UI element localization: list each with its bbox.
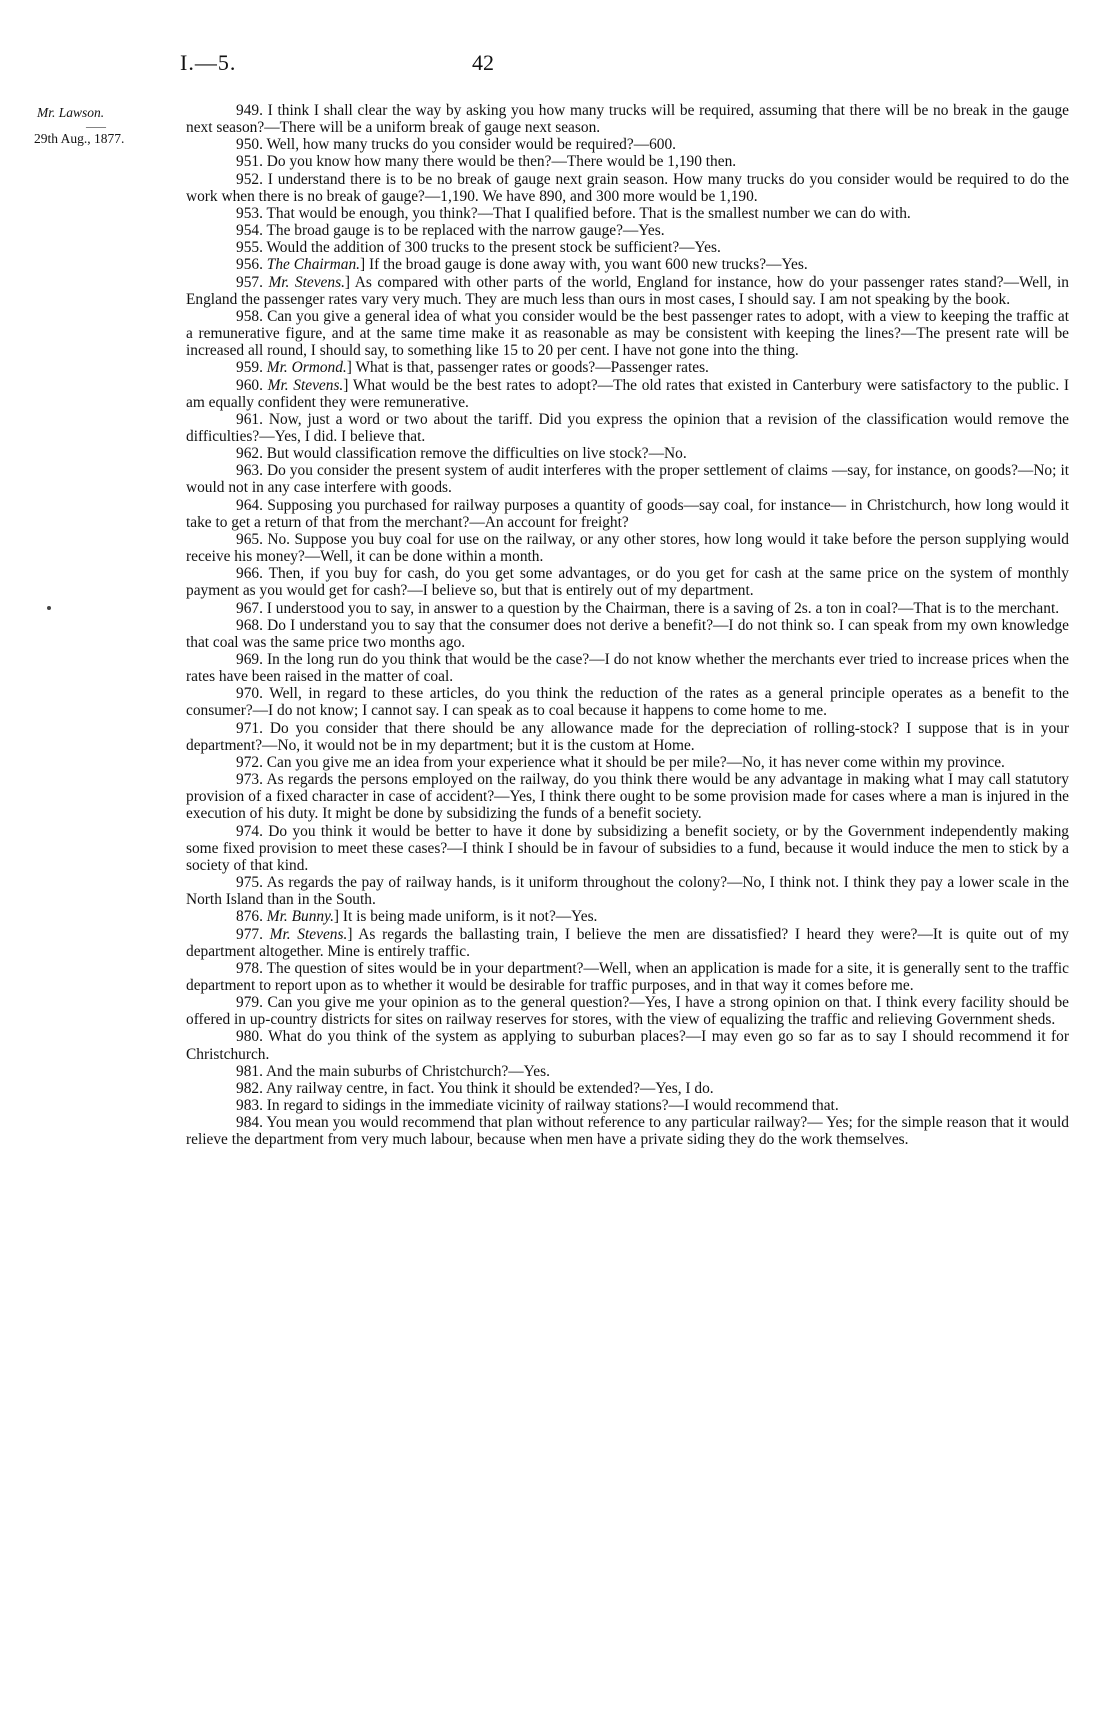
question-answer-text: The broad gauge is to be replaced with the narrow gauge?—Yes.	[266, 222, 665, 240]
question-number: 971.	[236, 719, 263, 737]
question-answer-text: As regards the persons employed on the railway, do you think there would be any advantage in making what I may call statutory provision of a fixed character in case of accident?—Yes, I think there ought to be some provision made for cases where a man is injured in the execution of his duty. It might be done by subsidizing the funds of a benefit society.	[186, 771, 1070, 823]
question-number: 959.	[236, 359, 263, 377]
question-answer-text: Would the addition of 300 trucks to the present stock be sufficient?—Yes.	[266, 239, 721, 257]
question-answer-paragraph	[186, 565, 1069, 599]
question-answer-paragraph	[186, 497, 1069, 531]
question-answer-text: Then, if you buy for cash, do you get some advantages, or do you get for cash at the same price on the system of monthly payment as you would get for cash?—I believe so, but that is entirely out of my department.	[186, 565, 1069, 600]
question-number: 978.	[236, 959, 263, 977]
question-answer-paragraph	[186, 1080, 1069, 1097]
question-answer-paragraph	[186, 462, 1069, 496]
question-answer-text: In the long run do you think that would be the case?—I do not know whether the merchants ever tried to increase prices when the rates have been raised in the matter of coal.	[186, 651, 1069, 686]
speaker-name: Mr. Stevens.	[267, 376, 344, 394]
question-answer-text: What is that, passenger rates or goods?—Passenger rates.	[355, 359, 709, 377]
question-answer-text: I understood you to say, in answer to a question by the Chairman, there is a saving of 2s. a ton in coal?—That is to the merchant.	[266, 599, 1060, 617]
question-answer-text: Any railway centre, in fact. You think it should be extended?—Yes, I do.	[265, 1079, 714, 1097]
speaker-name: Mr. Stevens.	[269, 925, 348, 943]
question-number: 967.	[236, 599, 263, 617]
question-answer-text: What do you think of the system as applying to suburban places?—I may even go so far as to say I should recommend it for Christchurch.	[186, 1028, 1069, 1063]
hearing-date: 29th Aug., 1877.	[34, 131, 125, 146]
question-answer-text: The question of sites would be in your department?—Well, when an application is made for a site, it is generally sent to the traffic department to report upon as to whether it would be desirable for traffic purposes, and in that way it comes before me.	[186, 959, 1070, 994]
question-number: 876.	[236, 908, 263, 926]
question-number: 979.	[236, 994, 263, 1012]
question-number: 969.	[236, 651, 263, 668]
question-answer-text: Well, how many trucks do you consider would be required?—600.	[266, 136, 677, 154]
question-answer-paragraph: 956. The Chairman.] If the broad gauge is done away with, you want 600 new trucks?—Yes.	[236, 256, 808, 274]
speaker-name: Mr. Bunny.	[266, 908, 334, 926]
question-number: 980.	[236, 1028, 263, 1046]
question-answer-text: I think I shall clear the way by asking you how many trucks will be required, assuming that there will be no break in the gauge next season?—There will be a uniform break of gauge next season.	[186, 102, 1069, 137]
question-answer-text: You mean you would recommend that plan without reference to any particular railway?— Yes; for the simple reason that it would relieve the department from very much labour, because when men have a private siding they do the work themselves.	[186, 1114, 1069, 1149]
margin-note	[34, 105, 184, 147]
question-answer-paragraph	[186, 411, 1069, 445]
question-answer-text: In regard to sidings in the immediate vicinity of railway stations?—I would recommend that.	[266, 1097, 839, 1115]
question-answer-paragraph	[186, 754, 1069, 771]
question-answer-paragraph	[186, 239, 1069, 256]
question-number: 975.	[236, 874, 263, 892]
question-answer-text: Do you think it would be better to have it done by subsidizing a benefit society, or by the Government independently making some fixed provision to meet these cases?—I think I should be in favour of subsidies to a fund, because it would induce the men to stick by a society of that kind.	[186, 822, 1069, 874]
question-number: 970.	[236, 685, 263, 703]
question-number: 961.	[236, 410, 263, 428]
question-answer-text: Do I understand you to say that the consumer does not derive a benefit?—I do not think so. I can speak from my own knowledge that coal was the same price two months ago.	[186, 616, 1069, 651]
question-answer-paragraph	[186, 994, 1069, 1028]
question-number: 955.	[236, 239, 263, 257]
question-answer-text: That would be enough, you think?—That I qualified before. That is the smallest number we can do with.	[266, 204, 911, 222]
question-answer-text: I understand there is to be no break of gauge next grain season. How many trucks do you consider would be required to do the work when there is no break of gauge?—1,190. We have 890, and 300 more would be 1,190.	[186, 170, 1069, 205]
question-answer-paragraph	[186, 222, 1069, 239]
question-answer-paragraph	[186, 136, 1069, 153]
question-answer-paragraph	[186, 960, 1069, 994]
question-number: 984.	[236, 1114, 263, 1132]
question-answer-paragraph	[186, 171, 1069, 205]
question-answer-text: It is being made uniform, is it not?—Yes.	[342, 908, 598, 926]
margin-separator: ——	[86, 122, 106, 133]
question-answer-paragraph	[186, 1063, 1069, 1080]
question-number: 951.	[236, 153, 263, 171]
question-answer-text: Do you consider that there should be any allowance made for the depreciation of rolling-stock? I suppose that is in your department?—No, it would not be in my department; but it is the custom at Home.	[186, 719, 1069, 754]
question-answer-paragraph: 977. Mr. Stevens.] As regards the ballasting train, I believe the men are dissatisfied? I heard they were?—It is quite out of my department altogether. Mine is entirely traffic.	[186, 925, 1070, 960]
question-answer-paragraph	[186, 651, 1069, 685]
question-number: 960.	[236, 376, 263, 394]
question-answer-paragraph	[186, 720, 1069, 754]
question-answer-paragraph	[186, 153, 1069, 170]
question-answer-paragraph	[186, 1097, 1069, 1114]
question-answer-text: As regards the pay of railway hands, is it uniform throughout the colony?—No, I think not. I think they pay a lower scale in the North Island than in the South.	[186, 874, 1070, 909]
question-number: 953.	[236, 204, 263, 222]
speaker-name: The Chairman.	[266, 256, 361, 274]
question-answer-text: And the main suburbs of Christchurch?—Yes.	[265, 1062, 550, 1080]
question-answer-text: No. Suppose you buy coal for use on the railway, or any other stores, how long would it take before the person supplying would receive his money?—Well, it can be done within a month.	[186, 530, 1069, 566]
question-answer-paragraph	[186, 1114, 1069, 1148]
question-answer-paragraph	[186, 600, 1069, 617]
question-number: 981.	[236, 1062, 263, 1080]
page-number: 42	[472, 50, 494, 75]
question-answer-paragraph	[186, 823, 1069, 874]
question-answer-paragraph	[186, 1028, 1069, 1062]
speaker-name: Mr. Ormond.	[266, 359, 347, 377]
question-answer-paragraph	[186, 102, 1069, 136]
question-answer-paragraph: 957. Mr. Stevens.] As compared with other parts of the world, England for instance, how do your passenger rates stand?—Well, in England the passenger rates vary very much. They are much less than ours in most cases, I should say. I am not speaking by the book.	[186, 273, 1070, 308]
question-answer-text: As compared with other parts of the world, England for instance, how do your passenger rates stand?—Well, in England the passenger rates vary very much. They are much less than ours in most cases, I should say. I am not speaking by the book.	[186, 273, 1070, 308]
question-answer-paragraph	[186, 685, 1069, 719]
question-number: 972.	[236, 753, 263, 771]
margin-dot	[47, 606, 51, 610]
question-number: 965.	[236, 530, 263, 548]
question-answer-text: Do you consider the present system of audit interferes with the proper settlement of claims —say, for instance, on goods?—No; it would not in any case interfere with goods.	[186, 462, 1069, 497]
question-answer-paragraph	[186, 205, 1069, 222]
question-answer-paragraph: 876. Mr. Bunny.] It is being made uniform, is it not?—Yes.	[236, 908, 598, 926]
speaker-name: Mr. Stevens.	[268, 273, 345, 291]
question-number: 964.	[236, 496, 263, 514]
question-answer-paragraph	[186, 771, 1069, 822]
question-answer-text: As regards the ballasting train, I believe the men are dissatisfied? I heard they were?—It is quite out of my department altogether. Mine is entirely traffic.	[186, 925, 1070, 960]
question-answer-text: But would classification remove the difficulties on live stock?—No.	[266, 445, 687, 463]
question-number: 950.	[236, 136, 263, 154]
question-number: 957.	[236, 273, 263, 291]
question-answer-paragraph	[186, 617, 1069, 651]
question-answer-text: Well, in regard to these articles, do you think the reduction of the rates as a general principle operates as a benefit to the consumer?—I do not know; I cannot say. I can speak as to coal because it happens to come home to me.	[186, 685, 1069, 720]
question-answer-text: Now, just a word or two about the tariff. Did you express the opinion that a revision of the classification would remove the difficulties?—Yes, I did. I believe that.	[186, 410, 1069, 445]
question-number: 954.	[236, 222, 263, 240]
question-answer-paragraph	[186, 874, 1069, 908]
question-answer-text: If the broad gauge is done away with, you want 600 new trucks?—Yes.	[369, 256, 808, 274]
witness-name: Mr. Lawson.	[37, 105, 105, 120]
question-number: 977.	[236, 925, 263, 943]
question-number: 949.	[236, 102, 263, 119]
question-answer-text: Can you give me your opinion as to the general question?—Yes, I have a strong opinion on that. I think every facility should be offered in up-country districts for sites on railway reserves for stores, with the view of equalizing the traffic and relieving Government sheds.	[186, 994, 1069, 1029]
question-answer-paragraph	[186, 531, 1069, 565]
question-number: 968.	[236, 616, 263, 634]
question-number: 958.	[236, 307, 263, 325]
question-number: 983.	[236, 1097, 263, 1115]
question-answer-text: What would be the best rates to adopt?—The old rates that existed in Canterbury were satisfactory to the public. I am equally confident they were remunerative.	[186, 376, 1069, 411]
evidence-body	[186, 102, 1069, 1149]
question-number: 982.	[236, 1079, 263, 1097]
question-answer-text: Supposing you purchased for railway purposes a quantity of goods—say coal, for instance— in Christchurch, how long would it take to get a return of that from the merchant?—An account for freight?	[186, 496, 1069, 531]
document-reference: I.—5.	[180, 50, 237, 75]
question-answer-text: Do you know how many there would be then?—There would be 1,190 then.	[266, 153, 737, 171]
question-answer-paragraph: 960. Mr. Stevens.] What would be the best rates to adopt?—The old rates that existed in Canterbury were satisfactory to the public. I am equally confident they were remunerative.	[186, 376, 1069, 411]
question-number: 963.	[236, 462, 263, 480]
question-number: 956.	[236, 256, 263, 274]
question-number: 974.	[236, 822, 263, 840]
question-answer-paragraph: 959. Mr. Ormond.] What is that, passenger rates or goods?—Passenger rates.	[236, 359, 709, 377]
question-answer-text: Can you give me an idea from your experience what it should be per mile?—No, it has never come within my province.	[266, 753, 1005, 771]
question-answer-paragraph	[186, 308, 1069, 359]
question-number: 973.	[236, 771, 263, 789]
question-answer-paragraph	[186, 445, 1069, 462]
question-answer-text: Can you give a general idea of what you consider would be the best passenger rates to adopt, with a view to keeping the traffic at a remunerative figure, and at the same time make it as reasonable as may be consistent with keeping the lines?—The present rate will be increased all round, I should say, to something like 15 to 20 per cent. I have not gone into the thing.	[186, 307, 1069, 360]
question-number: 962.	[236, 445, 263, 463]
question-number: 952.	[236, 170, 263, 188]
question-number: 966.	[236, 565, 263, 583]
